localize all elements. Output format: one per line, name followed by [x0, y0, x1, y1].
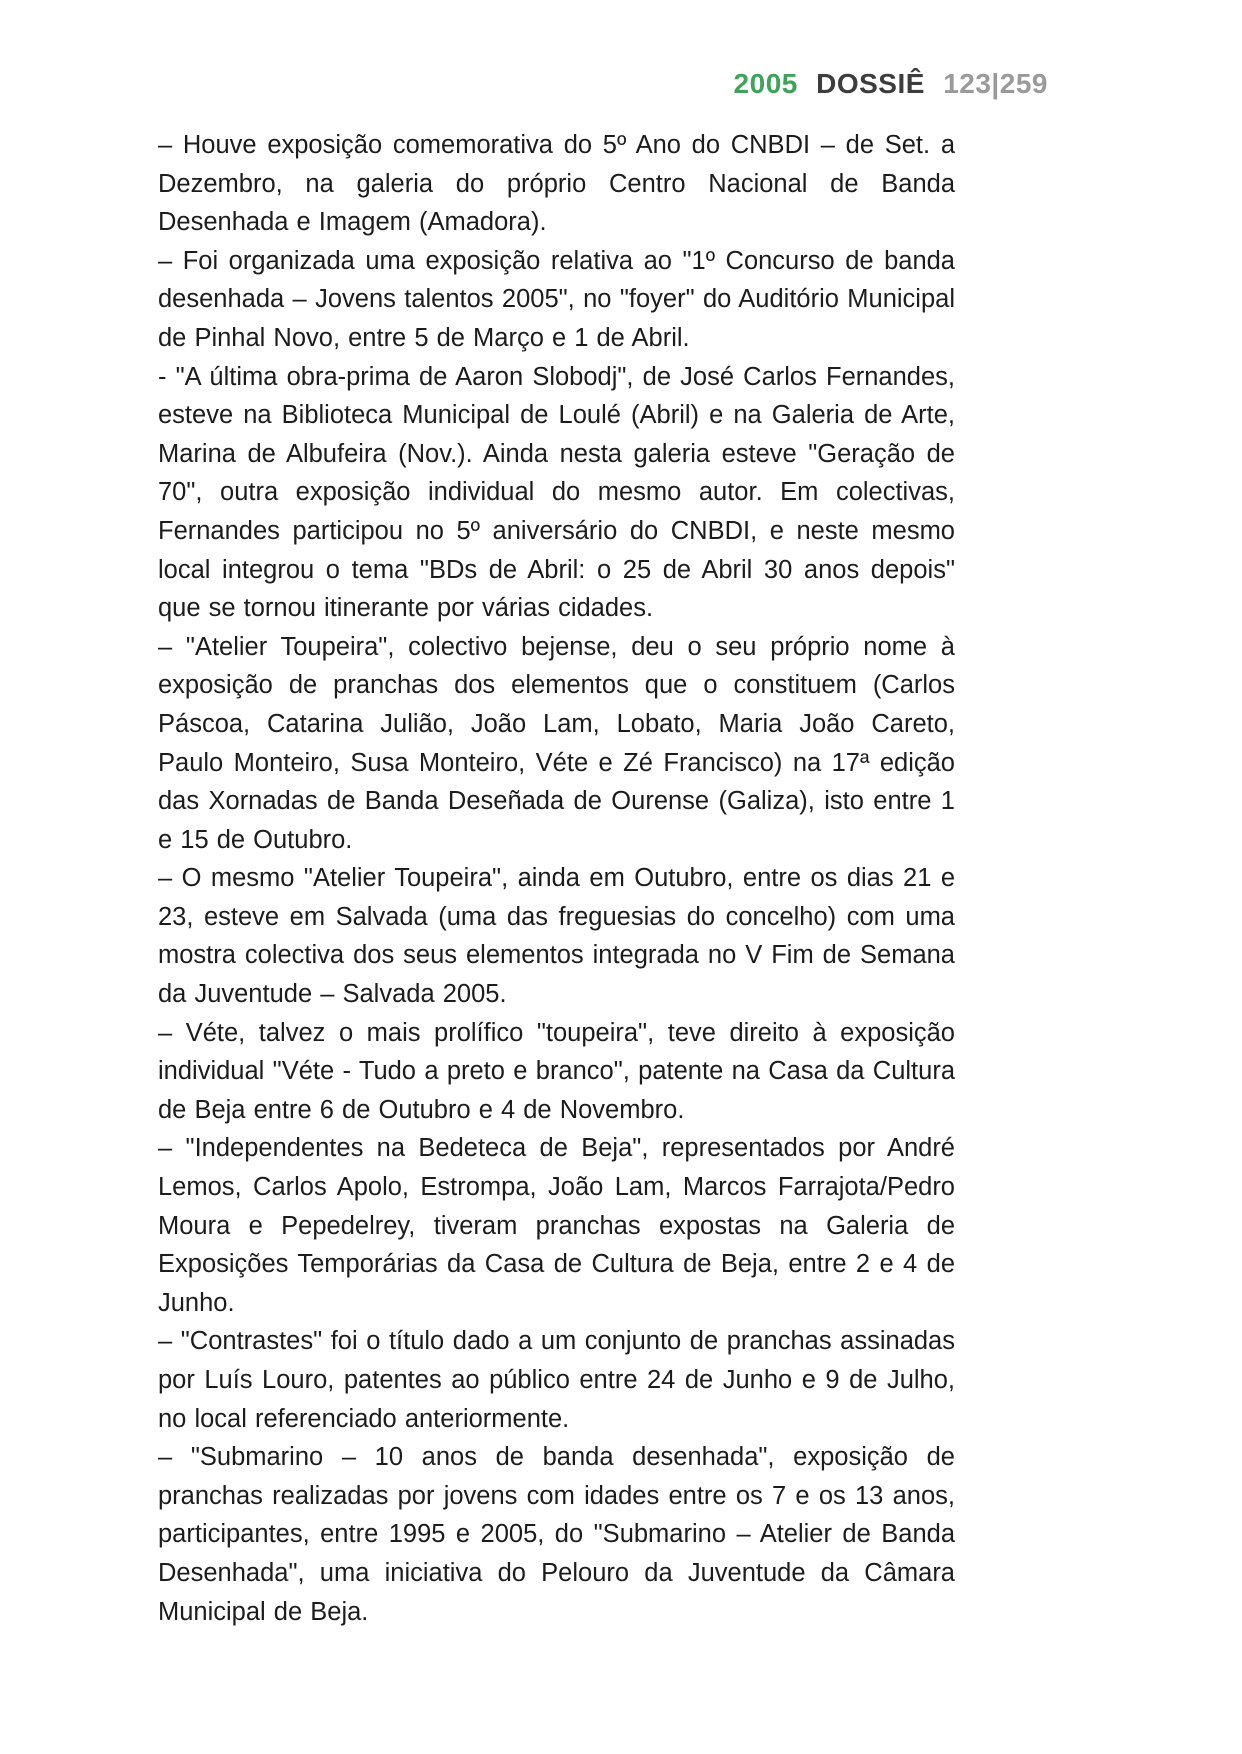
paragraph-jovens-talentos: – Foi organizada uma exposição relativa ao "1º Concurso de banda desenhada – Jovens talentos 2005", no "foyer" do Auditório Municipal de Pinhal Novo, entre 5 de Março e 1 de Abril.	[158, 246, 955, 352]
header-page-number: 123|259	[943, 68, 1048, 99]
paragraph-independentes-bedeteca: – "Independentes na Bedeteca de Beja", representados por André Lemos, Carlos Apolo, Estrompa, João Lam, Marcos Farrajota/Pedro Moura e Pepedelrey, tiveram pranchas expostas na Galeria de Exposições Temporárias da Casa de Cultura de Beja, entre 2 e 4 de Junho.	[158, 1134, 955, 1317]
paragraph-vete-exposicao: – Véte, talvez o mais prolífico "toupeira", teve direito à exposição individual "Véte - Tudo a preto e branco", patente na Casa da Cultura de Beja entre 6 de Outubro e 4 de Novembro.	[158, 1018, 955, 1124]
paragraph-contrastes: – "Contrastes" foi o título dado a um conjunto de pranchas assinadas por Luís Louro, patentes ao público entre 24 de Junho e 9 de Julho, no local referenciado anteriormente.	[158, 1327, 955, 1433]
paragraph-submarino: – "Submarino – 10 anos de banda desenhada", exposição de pranchas realizadas por jovens com idades entre os 7 e os 13 anos, participantes, entre 1995 e 2005, do "Submarino – Atelier de Banda Desenhada", uma iniciativa do Pelouro da Juventude da Câmara Municipal de Beja.	[158, 1443, 955, 1626]
document-body	[158, 126, 955, 1631]
page-header	[158, 68, 1048, 100]
paragraph-cnbdi-anniversary: – Houve exposição comemorativa do 5º Ano do CNBDI – de Set. a Dezembro, na galeria do próprio Centro Nacional de Banda Desenhada e Imagem (Amadora).	[158, 131, 955, 237]
paragraph-atelier-toupeira-salvada: – O mesmo "Atelier Toupeira", ainda em Outubro, entre os dias 21 e 23, esteve em Salvada (uma das freguesias do concelho) com uma mostra colectiva dos seus elementos integrada no V Fim de Semana da Juventude – Salvada 2005.	[158, 864, 955, 1009]
paragraph-atelier-toupeira-ourense: – "Atelier Toupeira", colectivo bejense, deu o seu próprio nome à exposição de pranchas dos elementos que o constituem (Carlos Páscoa, Catarina Julião, João Lam, Lobato, Maria João Careto, Paulo Monteiro, Susa Monteiro, Véte e Zé Francisco) na 17ª edição das Xornadas de Banda Deseñada de Ourense (Galiza), isto entre 1 e 15 de Outubro.	[158, 632, 955, 854]
header-year: 2005	[733, 68, 798, 99]
paragraph-aaron-slobodj: - "A última obra-prima de Aaron Slobodj", de José Carlos Fernandes, esteve na Biblioteca Municipal de Loulé (Abril) e na Galeria de Arte, Marina de Albufeira (Nov.). Ainda nesta galeria esteve "Geração de 70", outra exposição individual do mesmo autor. Em colectivas, Fernandes participou no 5º aniversário do CNBDI, e neste mesmo local integrou o tema "BDs de Abril: o 25 de Abril 30 anos depois" que se tornou itinerante por várias cidades.	[158, 362, 955, 623]
header-title: DOSSIÊ	[816, 68, 925, 99]
